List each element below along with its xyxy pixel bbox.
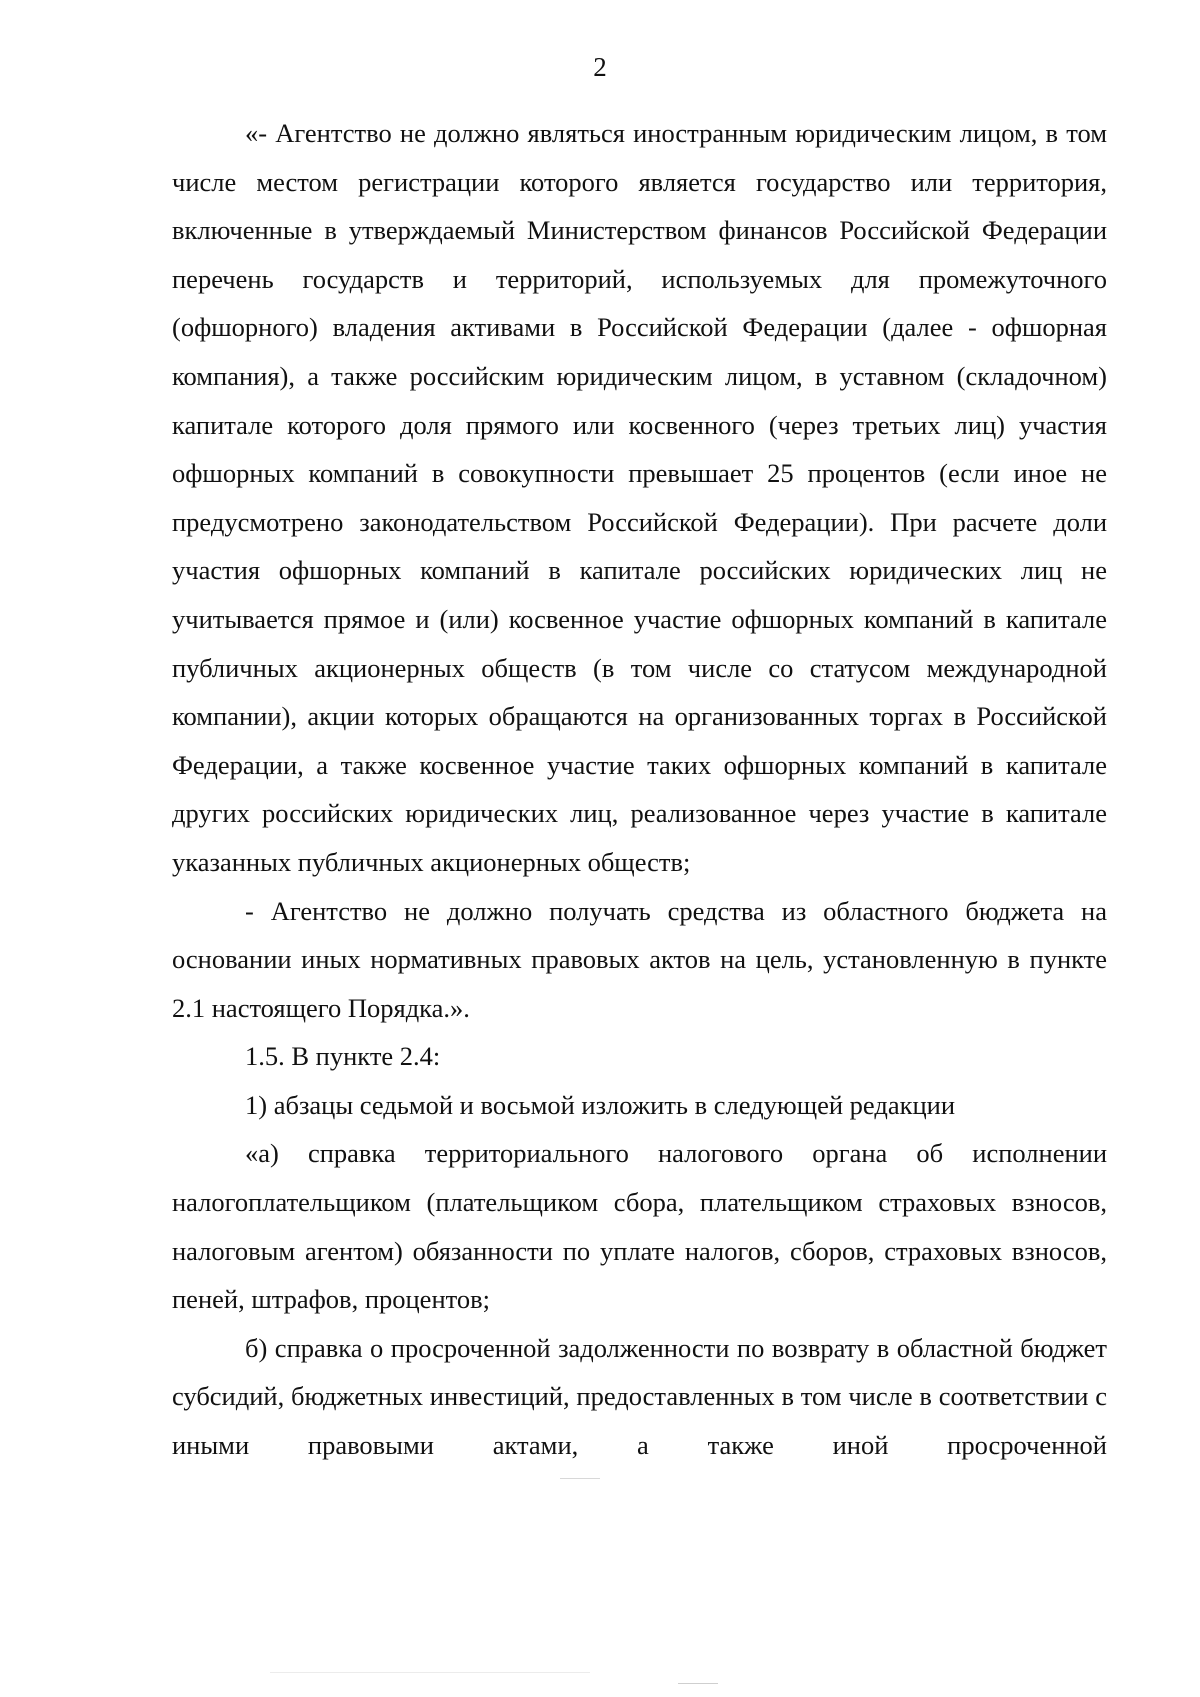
paragraph-subclause-1: 1) абзацы седьмой и восьмой изложить в следующей редакции [245,1089,956,1120]
scan-artifact-line [560,1478,600,1479]
paragraph-clause-1-5: 1.5. В пункте 2.4: [245,1041,441,1072]
scan-artifact-line [678,1683,718,1684]
paragraph-budget-funds: - Агентство не должно получать средства из областного бюджета на основании иных нормативных правовых актов на цель, установленную в пункте 2.1 настоящего Порядка.». [172,895,1107,1023]
paragraph-item-a: «а) справка территориального налогового органа об исполнении налогоплательщиком (плательщиком сбора, плательщиком страховых взносов, налоговым агентом) обязанности по уплате налогов, сборов, страховых взносов, пеней, штрафов, процентов; [172,1138,1107,1315]
document-body [172,109,1107,1470]
paragraph-item-b: б) справка о просроченной задолженности по возврату в областной бюджет субсидий, бюджетных инвестиций, предоставленных в том числе в соответствии с иными правовыми актами, а также иной просроченной [172,1332,1107,1461]
paragraph-agency-requirement: «- Агентство не должно являться иностранным юридическим лицом, в том числе местом регистрации которого является государство или территория, включенные в утверждаемый Министерством финансов Российской Федерации перечень государств и территорий, используемых для промежуточного (офшорного) владения активами в Российской Федерации (далее - офшорная компания), а также российским юридическим лицом, в уставном (складочном) капитале которого доля прямого или косвенного (через третьих лиц) участия офшорных компаний в совокупности превышает 25 процентов (если иное не предусмотрено законодательством Российской Федерации). При расчете доли участия офшорных компаний в капитале российских юридических лиц не учитывается прямое и (или) косвенное участие офшорных компаний в капитале публичных акционерных обществ (в том числе со статусом международной компании), акции которых обращаются на организованных торгах в Российской Федерации, а также косвенное участие таких офшорных компаний в капитале других российских юридических лиц, реализованное через участие в капитале указанных публичных акционерных обществ; [172,118,1107,877]
scan-artifact-line [270,1672,590,1673]
page-number: 2 [593,52,607,82]
